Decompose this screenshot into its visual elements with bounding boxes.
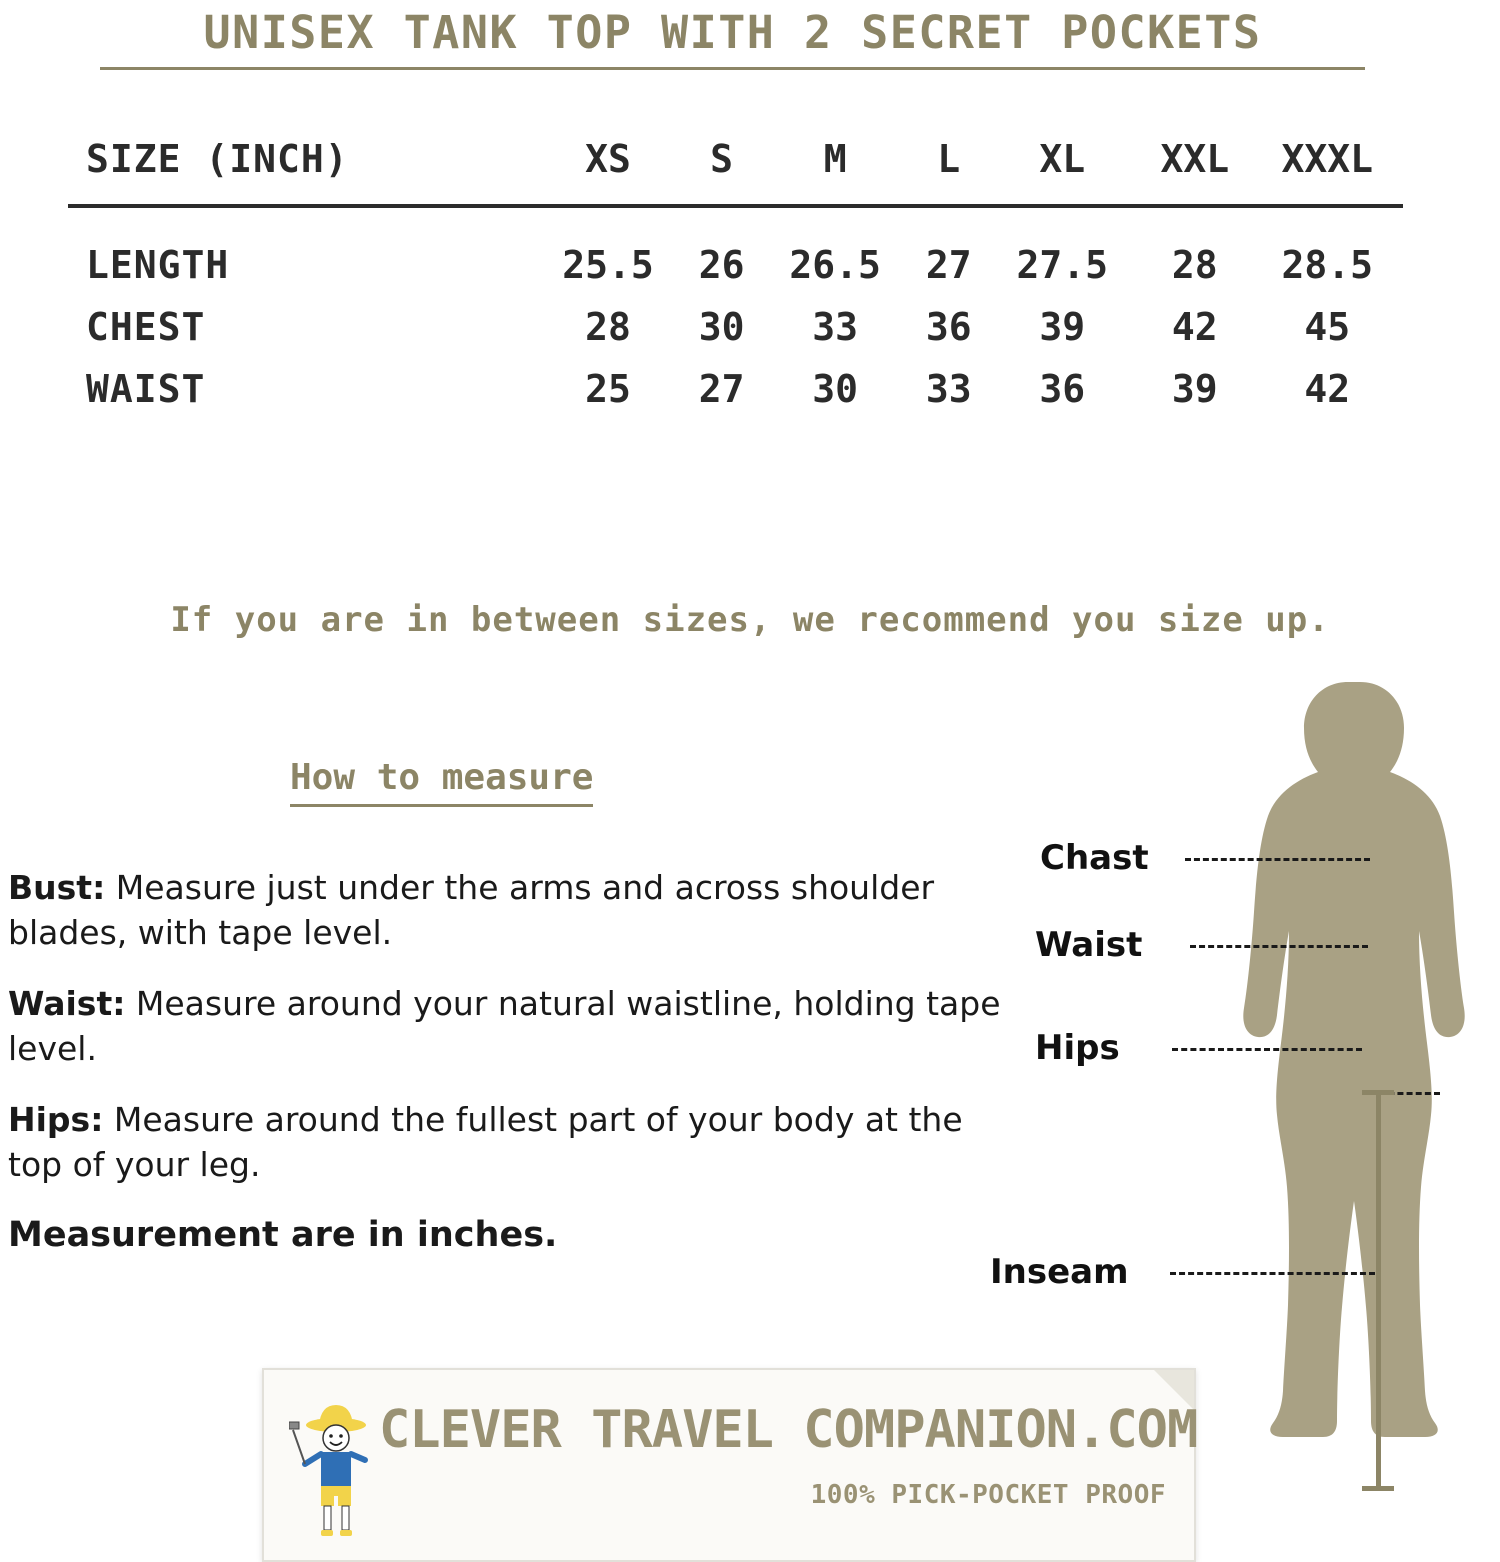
cell-length-xxxl: 28.5 <box>1281 243 1374 287</box>
column-header-s: S <box>710 137 734 181</box>
measure-item-waist <box>8 981 1008 1071</box>
column-header-l: L <box>937 137 961 181</box>
leader-line-waist <box>1190 945 1368 948</box>
row-label-waist: WAIST <box>86 367 206 411</box>
table-header <box>68 128 1403 206</box>
measure-term-bust: Bust: <box>8 868 106 907</box>
page-title-block <box>100 6 1365 70</box>
cell-waist-l: 33 <box>925 367 972 411</box>
cell-length-s: 26 <box>698 243 745 287</box>
cell-chest-m: 33 <box>812 305 859 349</box>
column-header-xl: XL <box>1039 137 1086 181</box>
inseam-measure-line <box>1376 1090 1381 1490</box>
cell-length-xs: 25.5 <box>562 243 654 287</box>
figure-label-hips: Hips <box>1035 1028 1120 1068</box>
how-to-measure-heading: How to measure <box>290 757 593 807</box>
table-body <box>68 206 1403 420</box>
cell-length-xxl: 28 <box>1171 243 1218 287</box>
brand-tagline: 100% PICK-POCKET PROOF <box>810 1480 1166 1510</box>
measure-text-bust: Measure just under the arms and across shoulder blades, with tape level. <box>8 868 935 952</box>
leader-line-chest <box>1185 858 1370 861</box>
figure-label-chest: Chast <box>1040 838 1149 878</box>
table-row <box>68 206 1403 296</box>
measure-term-waist: Waist: <box>8 984 126 1023</box>
table-row <box>68 358 1403 420</box>
measure-item-bust <box>8 865 1008 955</box>
cell-length-l: 27 <box>925 243 972 287</box>
measure-text-hips: Measure around the fullest part of your body at the top of your leg. <box>8 1100 963 1184</box>
inseam-cap-bottom <box>1362 1486 1394 1491</box>
row-label-chest: CHEST <box>86 305 206 349</box>
cell-chest-s: 30 <box>698 305 745 349</box>
leader-line-hips <box>1172 1048 1362 1051</box>
measure-footnote: Measurement are in inches. <box>8 1215 558 1255</box>
brand-banner <box>262 1368 1196 1562</box>
cell-waist-xxl: 39 <box>1171 367 1218 411</box>
cell-chest-xl: 39 <box>1039 305 1086 349</box>
inseam-cap-top <box>1362 1090 1394 1095</box>
cell-chest-xxl: 42 <box>1171 305 1218 349</box>
cell-waist-xs: 25 <box>585 367 631 411</box>
column-header-m: M <box>823 137 847 181</box>
title-divider <box>100 67 1365 70</box>
how-to-measure-list <box>8 865 1008 1258</box>
page-title: UNISEX TANK TOP WITH 2 SECRET POCKETS <box>203 6 1262 59</box>
table-header-row <box>68 128 1403 206</box>
row-label-length: LENGTH <box>86 243 230 287</box>
cell-waist-xl: 36 <box>1039 367 1086 411</box>
size-up-recommendation: If you are in between sizes, we recommend you size up. <box>170 600 1330 640</box>
column-header-size: SIZE (INCH) <box>86 137 349 181</box>
figure-label-inseam: Inseam <box>990 1252 1129 1292</box>
measure-item-hips <box>8 1097 1008 1187</box>
table-row <box>68 296 1403 358</box>
mascot-icon <box>289 1392 384 1542</box>
cell-chest-l: 36 <box>925 305 972 349</box>
column-header-xxxl: XXXL <box>1281 137 1374 181</box>
cell-chest-xxxl: 45 <box>1304 305 1351 349</box>
cell-length-m: 26.5 <box>789 243 881 287</box>
brand-name: CLEVER TRAVEL COMPANION.COM <box>379 1400 1198 1460</box>
leader-line-inseam <box>1170 1272 1375 1275</box>
measure-term-hips: Hips: <box>8 1100 104 1139</box>
cell-waist-s: 27 <box>698 367 745 411</box>
cell-waist-xxxl: 42 <box>1304 367 1351 411</box>
column-header-xxl: XXL <box>1160 137 1230 181</box>
figure-label-waist: Waist <box>1035 925 1143 965</box>
cell-waist-m: 30 <box>812 367 859 411</box>
cell-chest-xs: 28 <box>585 305 631 349</box>
measure-text-waist: Measure around your natural waistline, holding tape level. <box>8 984 1001 1068</box>
cell-length-xl: 27.5 <box>1016 243 1109 287</box>
column-header-xs: XS <box>585 137 631 181</box>
size-chart-table <box>68 128 1403 420</box>
